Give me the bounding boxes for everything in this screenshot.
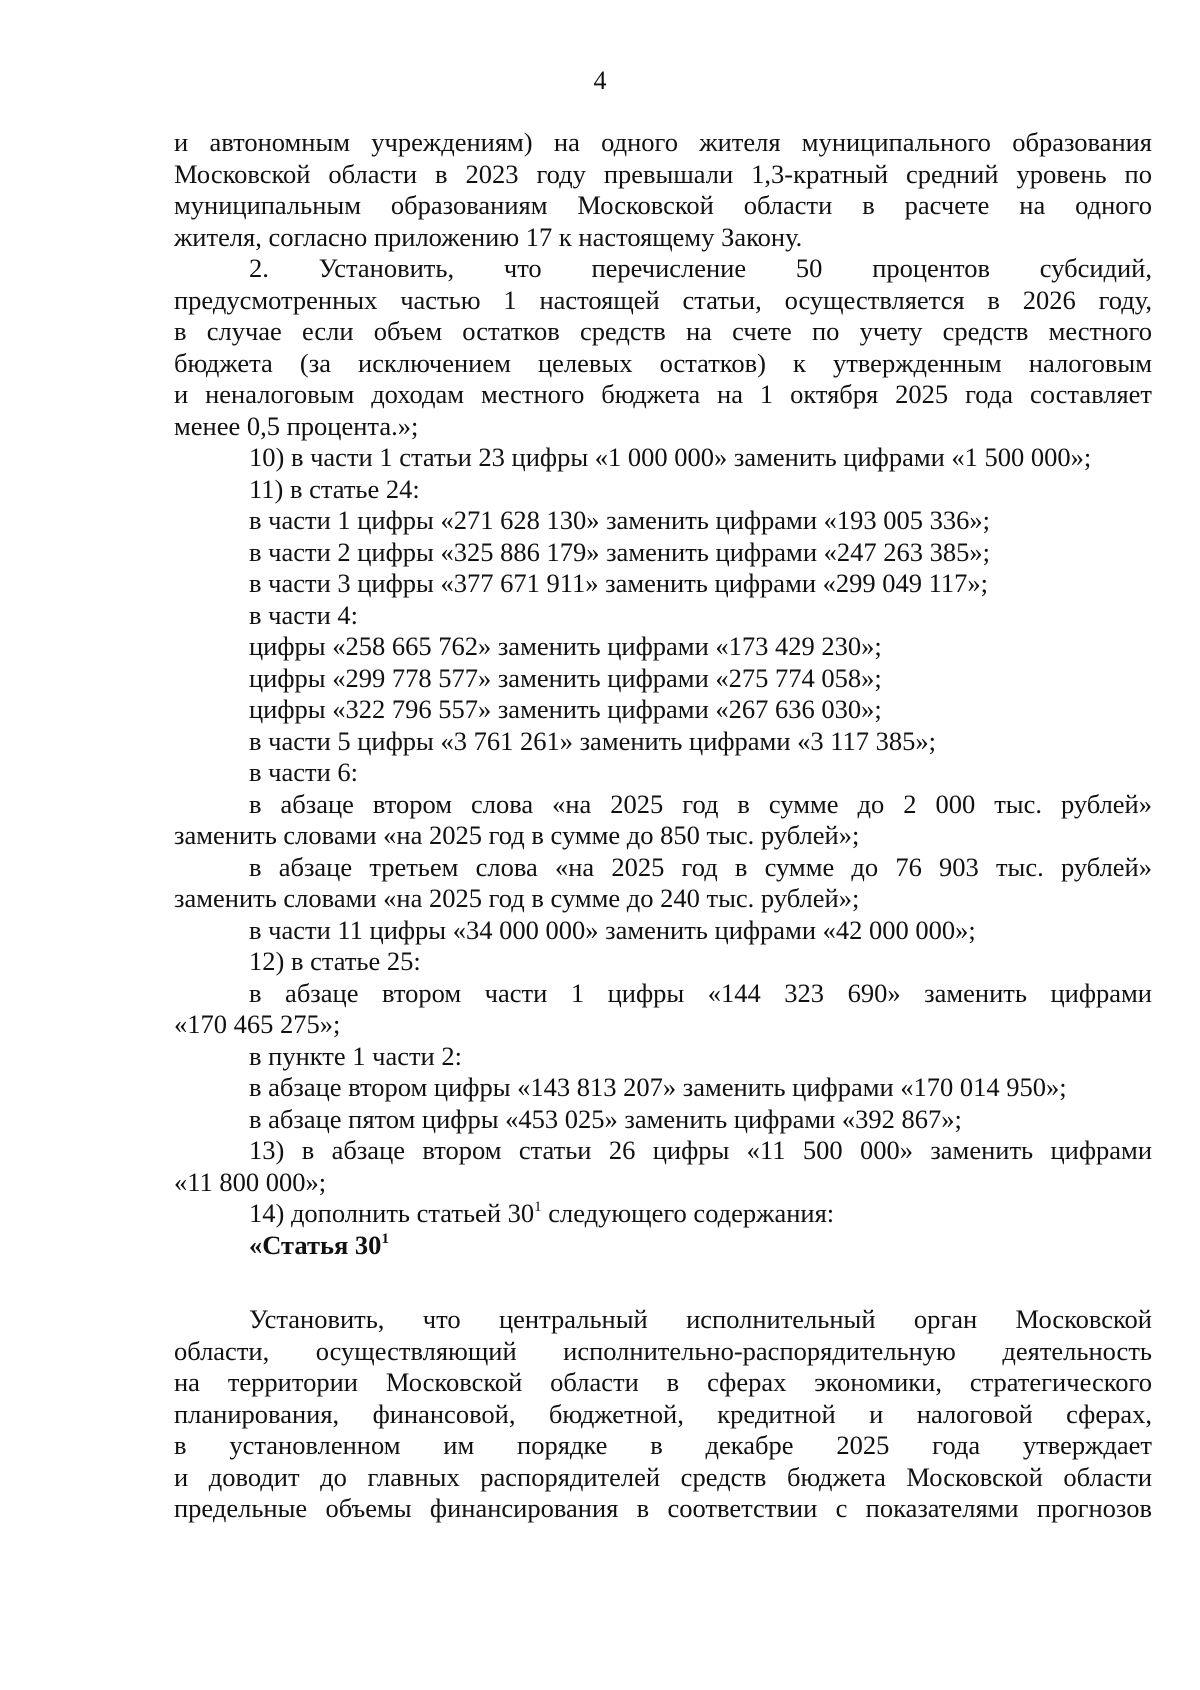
text-line — [174, 789, 1152, 821]
text-line-content: жителя, согласно приложению 17 к настоящему Закону. — [174, 221, 803, 252]
text-line-content: в абзаце пятом цифры «453 025» заменить цифрами «392 867»; — [249, 1103, 962, 1134]
text-line-content: цифры «322 796 557» заменить цифрами «267 636 030»; — [249, 694, 882, 724]
text-line-content: и доводит до главных распорядителей средств бюджета Московской области — [174, 1461, 1152, 1492]
text-line-content: на территории Московской области в сферах экономики, стратегического — [174, 1367, 1152, 1397]
text-line-content: заменить словами «на 2025 год в сумме до 850 тыс. рублей»; — [174, 820, 860, 850]
text-line — [174, 1367, 1152, 1399]
text-line-content: заменить словами «на 2025 год в сумме до 240 тыс. рублей»; — [174, 883, 860, 913]
text-line-content: в абзаце втором части 1 цифры «144 323 690» заменить цифрами — [249, 977, 1152, 1008]
text-line-content: в установленном им порядке в декабре 2025 года утверждает — [174, 1430, 1152, 1460]
text-line-content: планирования, финансовой, бюджетной, кредитной и налоговой сферах, — [174, 1398, 1152, 1429]
text-line-content: 14) дополнить статьей 30 — [249, 1198, 535, 1228]
text-line-content: «Статья 30 — [249, 1229, 382, 1260]
text-line — [174, 159, 1152, 191]
text-line-content: области, осуществляющий исполнительно-распорядительную деятельность — [174, 1335, 1152, 1366]
text-line — [174, 1167, 1152, 1199]
text-line — [174, 663, 1152, 695]
text-line-content: Московской области в 2023 году превышали 1,3-кратный средний уровень по — [174, 158, 1152, 189]
text-line — [174, 600, 1152, 632]
text-line — [174, 1072, 1152, 1104]
text-line-content: в пункте 1 части 2: — [249, 1040, 462, 1071]
text-line — [174, 694, 1152, 726]
text-line-content: 13) в абзаце втором статьи 26 цифры «11 500 000» заменить цифрами — [249, 1135, 1152, 1165]
text-line — [174, 348, 1152, 380]
text-line — [174, 631, 1152, 663]
text-line-content: предусмотренных частью 1 настоящей статьи, осуществляется в 2026 году, — [174, 284, 1152, 315]
article-heading — [174, 1230, 1152, 1262]
text-line — [174, 1493, 1152, 1525]
text-line — [174, 757, 1152, 789]
text-line — [174, 820, 1152, 852]
text-line-content: цифры «299 778 577» заменить цифрами «275 774 058»; — [249, 662, 882, 693]
text-line — [174, 726, 1152, 758]
text-line — [174, 379, 1152, 411]
text-line-content: в части 3 цифры «377 671 911» заменить цифрами «299 049 117»; — [249, 568, 989, 598]
text-line-content: в случае если объем остатков средств на счете по учету средств местного — [174, 316, 1152, 346]
text-line — [174, 946, 1152, 978]
text-line — [174, 190, 1152, 222]
text-line — [174, 1430, 1152, 1462]
text-line — [174, 915, 1152, 947]
text-line — [174, 253, 1152, 285]
text-line-content: «170 465 275»; — [174, 1009, 341, 1039]
text-line — [174, 505, 1152, 537]
text-line-content: предельные объемы финансирования в соответствии с показателями прогнозов — [174, 1493, 1152, 1523]
text-line — [174, 1198, 1152, 1230]
superscript: 1 — [534, 1199, 542, 1215]
text-line-content: цифры «258 665 762» заменить цифрами «173 429 230»; — [249, 631, 882, 661]
paragraph-gap — [174, 1261, 1152, 1304]
text-line-content: Установить, что центральный исполнительный орган Московской — [249, 1304, 1152, 1334]
text-line-content: в абзаце втором цифры «143 813 207» заменить цифрами «170 014 950»; — [249, 1072, 1067, 1102]
text-line — [174, 883, 1152, 915]
text-line-content: 2. Установить, что перечисление 50 процентов субсидий, — [249, 253, 1152, 283]
text-line-content: в части 5 цифры «3 761 261» заменить цифрами «3 117 385»; — [249, 725, 937, 756]
text-line — [174, 1462, 1152, 1494]
text-line — [174, 222, 1152, 254]
text-line-content: и автономным учреждениям) на одного жителя муниципального образования — [174, 127, 1152, 157]
text-line-content: менее 0,5 процента.»; — [174, 410, 419, 441]
text-line-content: в части 2 цифры «325 886 179» заменить цифрами «247 263 385»; — [249, 536, 990, 567]
superscript: 1 — [381, 1230, 389, 1247]
text-line-content: 10) в части 1 статьи 23 цифры «1 000 000» заменить цифрами «1 500 000»; — [249, 442, 1092, 472]
text-line-content: 12) в статье 25: — [249, 946, 421, 976]
text-line — [174, 852, 1152, 884]
text-line — [174, 127, 1152, 159]
text-line — [174, 1104, 1152, 1136]
text-line — [174, 1041, 1152, 1073]
text-line — [174, 537, 1152, 569]
text-line — [174, 1336, 1152, 1368]
text-line — [174, 411, 1152, 443]
text-line — [174, 442, 1152, 474]
text-line — [174, 1399, 1152, 1431]
text-line-content: в абзаце третьем слова «на 2025 год в сумме до 76 903 тыс. рублей» — [249, 851, 1152, 882]
text-line-content: в части 4: — [249, 599, 358, 630]
text-line — [174, 474, 1152, 506]
text-line-content: в части 11 цифры «34 000 000» заменить цифрами «42 000 000»; — [249, 914, 976, 945]
document-body — [174, 127, 1152, 1525]
text-line-continuation: следующего содержания: — [541, 1198, 835, 1228]
text-line — [174, 316, 1152, 348]
text-line-content: муниципальным образованиям Московской области в расчете на одного — [174, 190, 1152, 220]
text-line-content: «11 800 000»; — [174, 1166, 327, 1197]
text-line — [174, 1009, 1152, 1041]
text-line-content: в части 6: — [249, 757, 358, 787]
text-line-content: в части 1 цифры «271 628 130» заменить цифрами «193 005 336»; — [249, 505, 990, 535]
text-line — [174, 978, 1152, 1010]
text-line-content: бюджета (за исключением целевых остатков) к утвержденным налоговым — [174, 347, 1152, 378]
text-line-content: 11) в статье 24: — [249, 473, 420, 504]
text-line-content: и неналоговым доходам местного бюджета на 1 октября 2025 года составляет — [174, 379, 1152, 409]
text-line — [174, 1304, 1152, 1336]
text-line-content: в абзаце втором слова «на 2025 год в сумме до 2 000 тыс. рублей» — [249, 788, 1152, 819]
text-line — [174, 568, 1152, 600]
page-number: 4 — [593, 66, 607, 95]
text-line — [174, 285, 1152, 317]
text-line — [174, 1135, 1152, 1167]
